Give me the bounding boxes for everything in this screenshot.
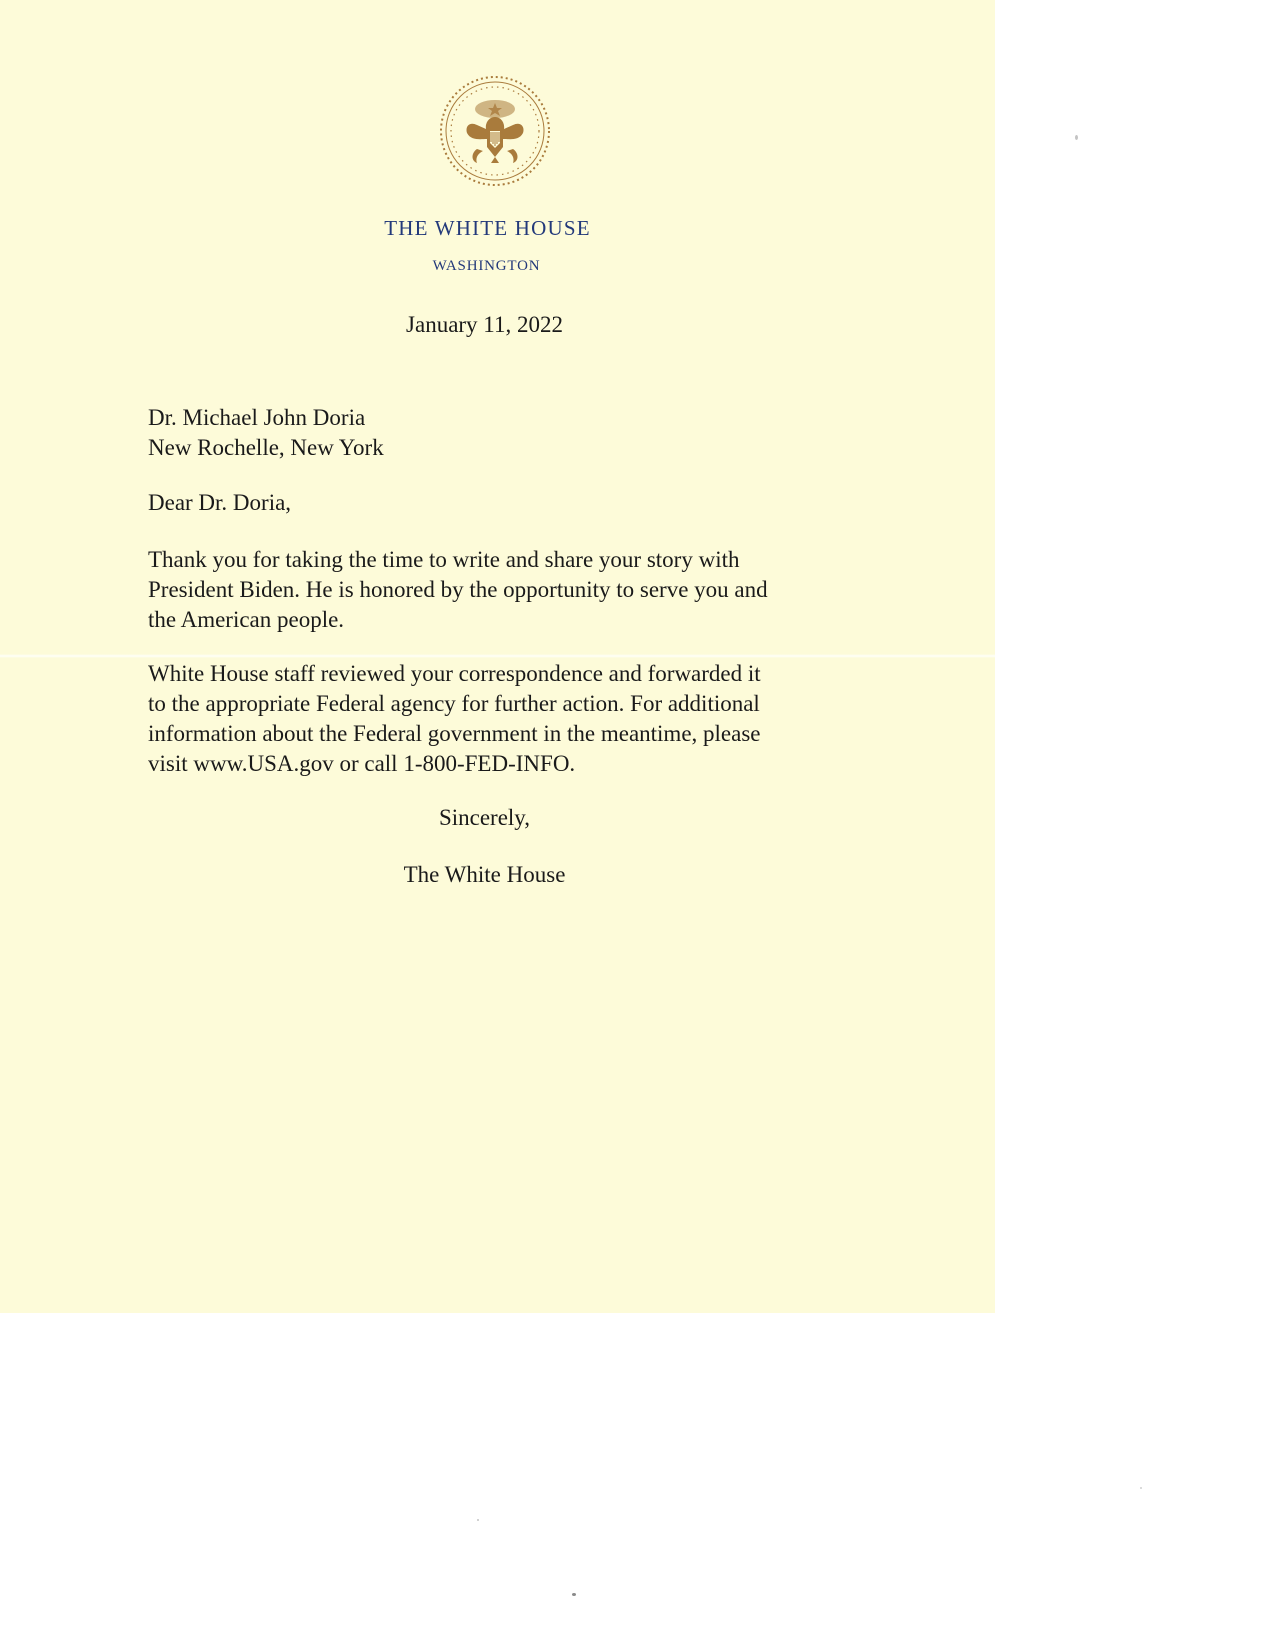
recipient-name: Dr. Michael John Doria	[148, 405, 366, 430]
paragraph-line: information about the Federal government in the meantime, please	[148, 721, 761, 746]
paragraph-line: President Biden. He is honored by the opportunity to serve you and	[148, 577, 768, 602]
letterhead-subtitle: WASHINGTON	[432, 258, 541, 274]
scan-speck	[477, 1519, 479, 1521]
letterhead-title: THE WHITE HOUSE	[384, 216, 591, 240]
paragraph-line: Thank you for taking the time to write and share your story with	[148, 547, 740, 572]
presidential-seal-icon	[437, 73, 553, 189]
paragraph-line: visit www.USA.gov or call 1-800-FED-INFO.	[148, 751, 576, 776]
paragraph-line: to the appropriate Federal agency for further action. For additional	[148, 691, 760, 716]
fold-crease	[0, 654, 995, 658]
signature: The White House	[403, 862, 566, 887]
paragraph-line: White House staff reviewed your correspondence and forwarded it	[148, 661, 761, 686]
salutation: Dear Dr. Doria,	[148, 490, 292, 515]
recipient-address	[148, 403, 848, 463]
paragraph-line: the American people.	[148, 607, 345, 632]
body-paragraph-2	[148, 659, 848, 779]
scan-speck	[1075, 135, 1078, 140]
body-paragraph-1	[148, 545, 848, 635]
valediction: Sincerely,	[438, 805, 531, 830]
letter-date: January 11, 2022	[406, 312, 563, 337]
scan-speck	[1140, 1487, 1142, 1489]
recipient-location: New Rochelle, New York	[148, 435, 384, 460]
scan-speck	[572, 1593, 576, 1596]
